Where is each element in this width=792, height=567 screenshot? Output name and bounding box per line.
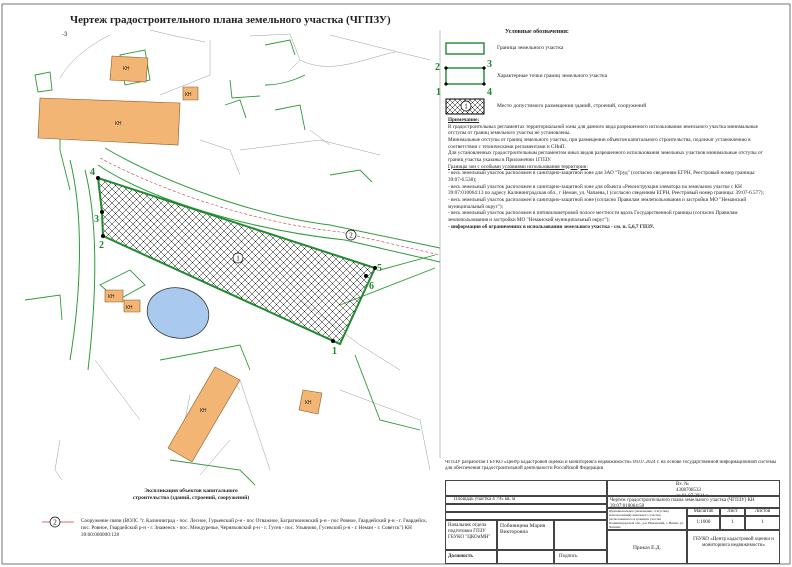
stamp-person: Побиянцева Мария Викторовна	[497, 520, 554, 550]
legend-hatch-number: 1	[464, 102, 468, 111]
stamp-dept: Начальник отдела подготовки ГПЗУ ГБУКО "ЦКОиМН"	[445, 520, 497, 550]
legend-hatch-label: Место допустимого размещения зданий, строений, сооружений	[497, 103, 647, 109]
road-number: 2	[349, 231, 353, 240]
building-large	[38, 98, 180, 145]
point-4-marker	[96, 176, 100, 180]
notes-paragraph: Для установленных градостроительным регламентом иных видов разрешенного использования земельных участков минимальные отступы от границ участка указаны в Приложении 1ГПЗУ.	[448, 150, 763, 163]
notes-bullet: - весь земельный участок расположен в санитарно-защитной зоне (согласно Правилам землепользования и застройки МО "Неманский муниципальный округ");	[448, 196, 747, 210]
drawing-title: Чертеж градостроительного плана земельного участка (ЧГПЗУ)	[70, 14, 391, 26]
explication-text: Сооружение связи (ВОЛС "г. Калининград - пос. Лесное, Гурьевский р-н - пос Отважное, Багратионовский р-н - пос Ровное, Гвардейский р-н - г. Гвардейск, пос. Ровное, Гвардейский р-н - г. Знаменск - пос. Междуречье, Черняховский р-н - г. Гусев - пос. Ульяново, Гусевский р-н - г. Неман - г. Советск") КН 39:00:000000:128	[81, 518, 428, 538]
building-label: КН	[123, 66, 130, 72]
legend-points-label: Характерные точки границ земельного участка	[497, 73, 608, 79]
stamp-sheet-label: Лист	[720, 508, 745, 516]
stamp-blank-row	[445, 504, 607, 512]
notes-bullet: - весь земельный участок расположен в санитарно-защитной зоне для ЗАО "Труд" (согласно сведениям ЕГРН, Реестровый номер границы: 39:07-6.538);	[448, 170, 756, 183]
notes-bullet: - весь земельный участок расположен в пятикилометровой полосе местности вдоль Государственной границы (согласно Правилам землепользования и застройки МО "Неманский муниципальный округ");	[448, 210, 738, 223]
parcel-number: 1	[236, 254, 240, 263]
building-label: КН	[200, 408, 207, 414]
legend-points-symbol	[446, 68, 484, 84]
stamp-doc-title: Чертеж градостроительного плана земельного участка (ЧГПЗУ) КН 39:07:010064:50	[607, 496, 780, 508]
point-1-label: 1	[332, 346, 337, 357]
stamp-area: Площадь участка 4 795 кв. м	[445, 496, 607, 504]
stamp-reg-number: Вх. № 4308708533	[676, 482, 701, 493]
point-6-marker	[364, 274, 368, 278]
point-6-label: 6	[369, 281, 374, 292]
stamp-sheet-value: 1	[720, 516, 745, 530]
point-2-label: 2	[99, 240, 104, 251]
legend-boundary-label: Граница земельного участка	[497, 45, 564, 51]
stamp-order: Приказ Е.Д.	[607, 530, 687, 564]
legend-corner-3: 3	[487, 59, 492, 70]
point-3-label: 3	[94, 214, 99, 225]
stamp-header: ЧГПЗУ разработан ГБУКО «Центр кадастровой оценки и мониторинга недвижимости» 09.07.2024 г. на основе государственной информационной системы для обеспечения градостроительной деятельности Российской Федерации	[445, 460, 777, 471]
building-label: КН	[305, 400, 312, 406]
building-label: КН	[185, 92, 192, 98]
point-5-label: 5	[377, 263, 382, 274]
legend-corner-4: 4	[487, 87, 492, 98]
stamp-org: ГБУКО «Центр кадастровой оценки и мониторинга недвижимости»	[687, 530, 780, 564]
legend-points-dots	[444, 66, 485, 85]
stamp-blank-cell	[497, 550, 554, 564]
stamp-reg-cell	[607, 480, 780, 496]
legend-boundary-symbol	[446, 43, 484, 54]
notes-paragraph: Минимальные отступы от границ земельного участка, при размещении объектов капитального строительства, подлежат установлению в соответствии с техническими регламентами и СНиП.	[448, 136, 751, 150]
building-label: КН	[108, 294, 115, 300]
stamp-reg-date: от 01.07.2024 г.	[676, 493, 709, 496]
stamp-empty-cell	[445, 480, 607, 496]
notes-block	[448, 117, 770, 230]
stamp-scale-label: Масштаб	[687, 508, 720, 516]
legend-corner-1: 1	[436, 87, 441, 98]
stamp-signature-cell	[554, 520, 607, 550]
legend-corner-2: 2	[435, 62, 440, 73]
stamp-sheets-label: Листов	[745, 508, 780, 516]
stamp-position-label: Должность	[445, 550, 497, 564]
notes-subheading: Границы зон с особыми условиями использования территории:	[448, 163, 588, 170]
stamp-scale-value: 1:1000	[687, 516, 720, 530]
notes-heading: Примечание:	[448, 117, 480, 123]
stamp-sign-label: Подпись	[554, 550, 607, 564]
stamp-sheets-value: 1	[745, 516, 780, 530]
notes-bullet: - весь земельный участок расположен в санитарно-защитной зоне для объекта «Реконструкция элеватора на земельном участке с КН 39:07:010064:13 по адресу Калининградская обл., г Неман, ул. Чапаева,1 (согласно сведениям ЕГРН, Реестровый номер границы: 39:07-6.577);	[448, 183, 764, 197]
building-diagonal	[168, 367, 240, 462]
point-3-marker	[100, 210, 104, 214]
legend-title: Условные обозначения:	[505, 29, 569, 35]
building-label: КН	[115, 121, 122, 127]
point-1-marker	[331, 339, 335, 343]
notes-final: - информация об ограничениях в использовании земельного участка - см. п. 5,6,7 ГПЗУ.	[448, 223, 654, 230]
explication-number: 2	[53, 518, 57, 527]
building-label: КН	[126, 305, 133, 311]
point-2-marker	[101, 234, 105, 238]
stamp-description: Функциональное (назначение, статус/вид использования) земельного участка, расположенного в границах участка Калининградская обл., р-н Неманский, г. Неман, ул. Чапаева	[607, 508, 687, 530]
pond	[142, 282, 213, 344]
notes-paragraph: В градостроительных регламентах территориальной зоны для данного вида разрешенного использования земельного участка минимальные отступы от границ земельного участка не установлены.	[448, 123, 758, 137]
point-4-label: 4	[90, 167, 95, 178]
explication-title: Экспликация объектов капитального строительства (зданий, строений, сооружений)	[132, 488, 250, 501]
stamp-blank-row	[445, 512, 607, 520]
top-marker: -3	[62, 32, 68, 38]
